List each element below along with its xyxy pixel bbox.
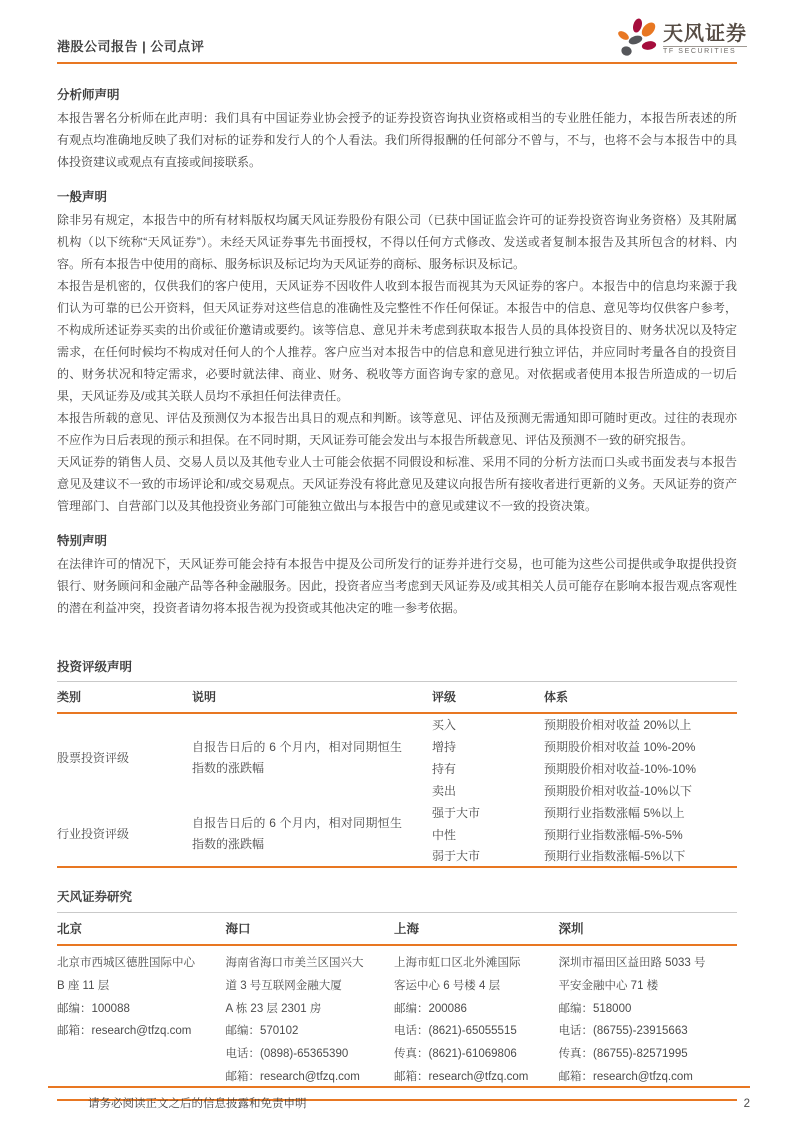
paragraph: 本报告是机密的，仅供我们的客户使用，天风证券不因收件人收到本报告而视其为天风证券的客户。本报告中的信息均来源于我们认为可靠的已公开资料，但天风证券对这些信息的准确性及完整性不作任何保证。本报告中的信息、意见等均仅供客户参考，不构成所述证券买卖的出价或征价邀请或要约。该等信息、意见并未考虑到获取本报告人员的具体投资目的、财务状况以及特定需求，在任何时候均不构成对任何人的个人推荐。客户应当对本报告中的信息和意见进行独立评估，并应同时考量各自的投资目的、财务状况和特定需求，必要时就法律、商业、财务、税收等方面咨询专家的意见。对依据或者使用本报告所造成的一切后果，天风证券及/或其关联人员均不承担任何法律责任。 [57,279,737,403]
rating-system: 预期股价相对收益 10%-20% [544,739,696,754]
tf-securities-logo [614,17,747,61]
office-detail-line: 电话：(8621)-65055515 [394,1025,517,1038]
rating-row [57,713,737,735]
logo-name: 天风证券 [663,23,747,45]
office-detail-line: 邮箱：research@tfzq.com [394,1070,529,1083]
section-title-special-statement: 特别声明 [57,534,108,548]
rating-level: 强于大市 [432,805,481,820]
page-footer [48,1086,750,1111]
office-detail-line: 邮编：518000 [558,1002,632,1015]
office-detail-line: 邮箱：research@tfzq.com [225,1070,360,1083]
paragraph: 天风证券的销售人员、交易人员以及其他专业人士可能会依据不同假设和标准、采用不同的分析方法而口头或书面发表与本报告意见及建议不一致的市场评论和/或交易观点。天风证券没有将此意见及建议向报告所有接收者进行更新的义务。天风证券的资产管理部门、自营部门以及其他投资业务部门可能独立做出与本报告中的意见或建议不一致的投资决策。 [57,455,737,513]
rating-system: 预期股价相对收益-10%以下 [544,783,693,798]
paragraph: 除非另有规定，本报告中的所有材料版权均属天风证券股份有限公司（已获中国证监会许可的证券投资咨询业务资格）及其附属机构（以下统称“天风证券”）。未经天风证券事先书面授权，不得以任何方式修改、发送或者复制本报告及其所包含的材料、内容。所有本报告中使用的商标、服务标识及标记均为天风证券的商标、服务标识及标记。 [57,213,737,271]
office-detail-line: 邮箱：research@tfzq.com [558,1070,693,1083]
paragraph: 在法律许可的情况下，天风证券可能会持有本报告中提及公司所发行的证券并进行交易，也可能为这些公司提供或争取提供投资银行、财务顾问和金融产品等各种金融服务。因此，投资者应当考虑到天风证券及/或其相关人员可能存在影响本报告观点客观性的潜在利益冲突，投资者请勿将本报告视为投资或其他决定的唯一参考依据。 [57,557,737,615]
office-detail-line: B 座 11 层 [57,979,110,992]
rating-column-header: 类别 [57,682,192,714]
office-detail-line: A 栋 23 层 2301 房 [225,1002,322,1015]
section-title-general-statement: 一般声明 [57,190,108,204]
rating-column-header: 体系 [544,682,737,714]
general-statement-paragraphs [57,209,737,517]
office-detail-line: 深圳市福田区益田路 5033 号 [558,957,706,969]
rating-description: 自报告日后的 6 个月内，相对同期恒生指数的涨跌幅 [192,815,402,851]
office-city: 深圳 [558,913,737,946]
office-detail-line: 海南省海口市美兰区国兴大 [225,957,364,969]
rating-level: 弱于大市 [432,849,481,863]
rating-description: 自报告日后的 6 个月内，相对同期恒生指数的涨跌幅 [192,739,402,775]
office-detail-line: 邮编：570102 [225,1025,299,1038]
rating-level: 卖出 [432,783,457,798]
rating-column-header: 评级 [432,682,544,714]
logo-subtitle: TF SECURITIES [663,46,747,55]
office-detail-line: 客运中心 6 号楼 4 层 [394,979,501,992]
office-detail-line: 传真：(8621)-61069806 [394,1048,517,1061]
rating-column-header: 说明 [192,682,432,714]
breadcrumb: 港股公司报告 | 公司点评 [57,39,205,54]
rating-category: 行业投资评级 [57,827,130,841]
paragraph: 本报告所载的意见、评估及预测仅为本报告出具日的观点和判断。该等意见、评估及预测无需通知即可随时更改。过往的表现亦不应作为日后表现的预示和担保。在不同时期，天风证券可能会发出与本报告所载意见、评估及预测不一致的研究报告。 [57,411,737,447]
page-number: 2 [743,1098,750,1110]
office-city: 上海 [394,913,558,946]
office-detail-line: 邮箱：research@tfzq.com [57,1025,192,1038]
office-details [57,945,226,1100]
logo-text-block [663,23,747,55]
rating-category: 股票投资评级 [57,751,130,765]
offices-table [57,912,737,1101]
section-title-rating-statement: 投资评级声明 [57,660,133,674]
office-detail-line: 传真：(86755)-82571995 [558,1048,688,1061]
rating-system: 预期行业指数涨幅-5%-5% [544,827,683,842]
office-detail-line: 平安金融中心 71 楼 [558,979,659,992]
office-city: 海口 [226,913,395,946]
office-detail-line: 电话：(0898)-65365390 [225,1048,349,1061]
tf-logo-petals-icon [614,17,658,61]
offices-table-header [57,913,737,946]
page-header [57,0,747,64]
section-title-research: 天风证券研究 [57,890,133,904]
special-statement-paragraphs [57,553,737,619]
rating-level: 买入 [432,718,457,732]
office-details [226,945,395,1100]
office-detail-line: 上海市虹口区北外滩国际 [394,957,521,969]
rating-system: 预期行业指数涨幅-5%以下 [544,849,686,863]
office-detail-line: 电话：(86755)-23915663 [558,1025,688,1038]
office-detail-line: 道 3 号互联网金融大厦 [225,979,342,992]
section-title-analyst-statement: 分析师声明 [57,88,120,102]
rating-system: 预期行业指数涨幅 5%以上 [544,805,685,820]
rating-table [57,681,737,868]
office-detail-line: 北京市西城区德胜国际中心 [57,957,195,969]
paragraph: 本报告署名分析师在此声明：我们具有中国证券业协会授予的证券投资咨询执业资格或相当的专业胜任能力，本报告所表述的所有观点均准确地反映了我们对标的证券和发行人的个人看法。我们所得报酬的任何部分不曾与，不与，也将不会与本报告中的具体投资建议或观点有直接或间接联系。 [57,111,737,169]
rating-table-header [57,682,737,714]
office-detail-line: 邮编：100088 [57,1002,130,1015]
rating-row [57,801,737,823]
analyst-statement-paragraphs [57,107,737,173]
footer-disclaimer: 请务必阅读正文之后的信息披露和免责申明 [88,1098,307,1110]
office-details [394,945,558,1100]
office-city: 北京 [57,913,226,946]
office-details [558,945,737,1100]
office-detail-line: 邮编：200086 [394,1002,467,1015]
rating-system: 预期股价相对收益 20%以上 [544,718,692,732]
rating-level: 持有 [432,761,457,776]
rating-system: 预期股价相对收益-10%-10% [544,761,697,776]
rating-level: 中性 [432,827,457,842]
rating-level: 增持 [432,739,457,754]
